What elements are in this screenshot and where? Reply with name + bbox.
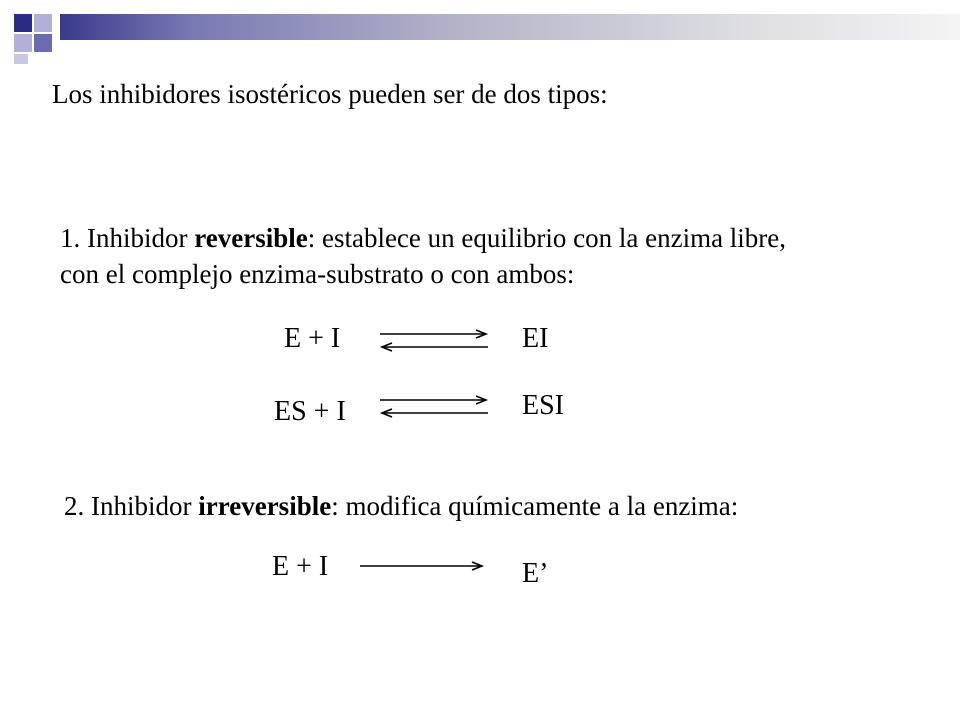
item2-description: : modifica químicamente a la enzima:	[331, 491, 739, 521]
item1-number: 1. Inhibidor	[60, 223, 195, 253]
reaction2-product: ESI	[522, 390, 564, 421]
reaction3-reactants: E + I	[272, 551, 329, 582]
reaction3-product: E’	[522, 558, 549, 589]
reaction2-reactants: ES + I	[274, 396, 346, 427]
item1-description: : establece un equilibrio con la enzima libre,	[307, 223, 787, 253]
item2-bold-term: irreversible	[198, 491, 332, 521]
intro-text: Los inhibidores isostéricos pueden ser de dos tipos:	[52, 79, 608, 109]
item1-line2: con el complejo enzima-substrato o con ambos:	[60, 259, 575, 289]
reaction1-product: EI	[522, 323, 549, 354]
item2-number: 2. Inhibidor	[64, 491, 199, 521]
reaction1-reactants: E + I	[284, 323, 341, 354]
item1-bold-term: reversible	[194, 223, 308, 253]
